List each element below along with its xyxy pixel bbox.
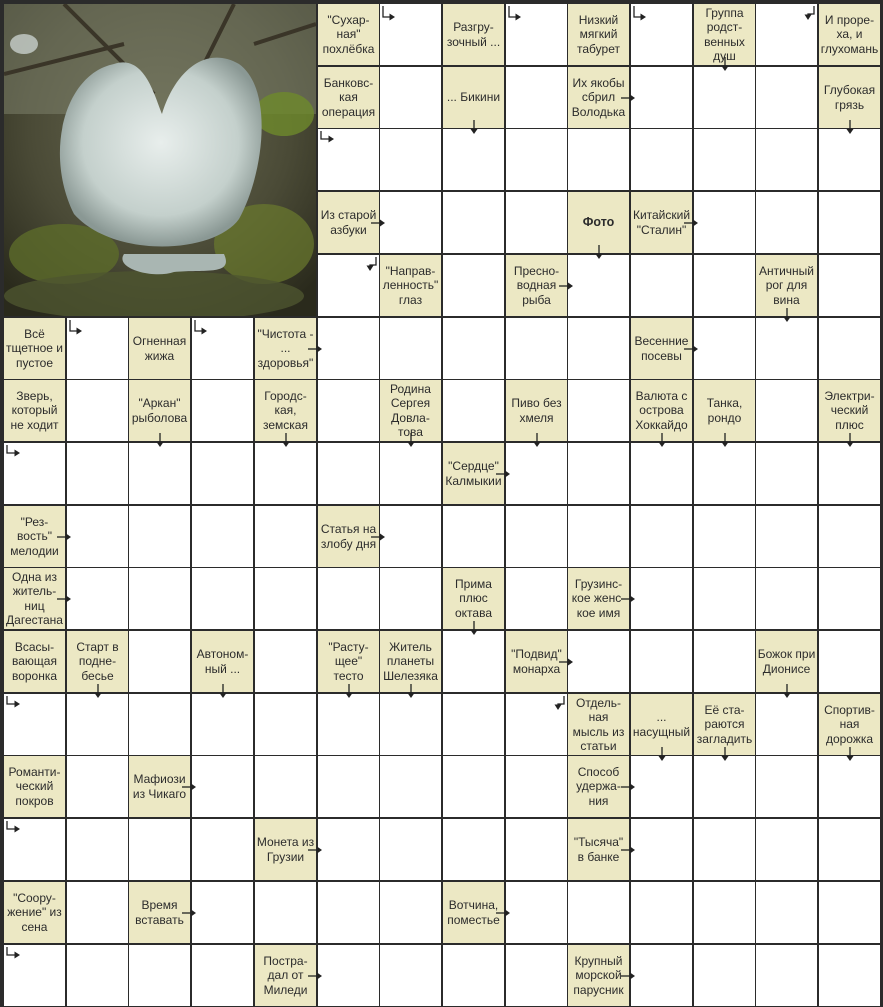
answer-cell[interactable] [255,506,316,567]
answer-cell[interactable] [506,67,567,128]
answer-cell[interactable] [756,380,817,441]
answer-cell[interactable] [443,192,504,253]
answer-cell[interactable] [694,129,755,190]
answer-cell[interactable] [694,945,755,1006]
answer-cell[interactable] [631,945,692,1006]
direction-arrow-icon [193,319,209,335]
answer-cell[interactable] [756,694,817,755]
answer-cell[interactable] [380,819,441,880]
answer-cell[interactable] [568,318,629,379]
clue-cell: Фото [568,192,629,253]
answer-cell[interactable] [380,443,441,504]
clue-cell: Их якобы сбрил Володька [568,67,629,128]
clue-cell: Низкий мягкий табурет [568,4,629,65]
answer-cell[interactable] [631,443,692,504]
direction-arrow-icon [717,56,733,72]
answer-cell[interactable] [756,67,817,128]
answer-cell[interactable] [756,756,817,817]
answer-cell[interactable] [506,882,567,943]
direction-arrow-icon [842,432,858,448]
clue-cell: Вотчина, поместье [443,882,504,943]
clue-cell: Китайский "Сталин" [631,192,692,253]
answer-cell[interactable] [443,819,504,880]
direction-arrow-icon [307,968,323,984]
direction-arrow-icon [654,432,670,448]
answer-cell[interactable] [67,756,128,817]
answer-cell[interactable] [819,631,880,692]
clue-cell: "Сухар- ная" похлёбка [318,4,379,65]
direction-arrow-icon [5,946,21,962]
direction-arrow-icon [620,779,636,795]
direction-arrow-icon [381,5,397,21]
answer-cell[interactable] [380,129,441,190]
direction-arrow-icon [591,244,607,260]
answer-cell[interactable] [67,694,128,755]
answer-cell[interactable] [380,694,441,755]
answer-cell[interactable] [67,882,128,943]
answer-cell[interactable] [67,945,128,1006]
answer-cell[interactable] [631,255,692,316]
answer-cell[interactable] [67,443,128,504]
answer-cell[interactable] [129,694,190,755]
answer-cell[interactable] [192,380,253,441]
direction-arrow-icon [683,341,699,357]
clue-cell: Автоном- ный ... [192,631,253,692]
direction-arrow-icon [56,529,72,545]
direction-arrow-icon [307,341,323,357]
direction-arrow-icon [215,683,231,699]
answer-cell[interactable] [756,882,817,943]
direction-arrow-icon [620,591,636,607]
answer-cell[interactable] [568,255,629,316]
answer-cell[interactable] [694,819,755,880]
direction-arrow-icon [403,683,419,699]
clue-cell: "Расту- щее" тесто [318,631,379,692]
answer-cell[interactable] [631,67,692,128]
clue-cell: И проре- ха, и глухомань [819,4,880,65]
answer-cell[interactable] [568,882,629,943]
answer-cell[interactable] [192,694,253,755]
answer-cell[interactable] [129,819,190,880]
answer-cell[interactable] [129,631,190,692]
answer-cell[interactable] [129,568,190,629]
clue-cell: Постра- дал от Миледи [255,945,316,1006]
direction-arrow-icon [370,529,386,545]
answer-cell[interactable] [631,631,692,692]
clue-cell: Статья на злобу дня [318,506,379,567]
answer-cell[interactable] [67,819,128,880]
clue-cell: Отдель- ная мысль из статьи [568,694,629,755]
answer-cell[interactable] [631,882,692,943]
answer-cell[interactable] [192,819,253,880]
answer-cell[interactable] [380,568,441,629]
answer-cell[interactable] [380,192,441,253]
answer-cell[interactable] [192,506,253,567]
direction-arrow-icon [319,130,335,146]
clue-cell: Всё тщетное и пустое [4,318,65,379]
clue-cell: Монета из Грузии [255,819,316,880]
clue-cell: "Рез- вость" мелодии [4,506,65,567]
answer-cell[interactable] [756,568,817,629]
answer-cell[interactable] [318,945,379,1006]
direction-arrow-icon [307,842,323,858]
clue-cell: Пиво без хмеля [506,380,567,441]
direction-arrow-icon [341,683,357,699]
direction-arrow-icon [278,432,294,448]
answer-cell[interactable] [443,945,504,1006]
clue-cell: Божок при Дионисе [756,631,817,692]
answer-cell[interactable] [506,819,567,880]
direction-arrow-icon [779,683,795,699]
clue-cell: Мафиози из Чикаго [129,756,190,817]
answer-cell[interactable] [568,631,629,692]
answer-cell[interactable] [506,756,567,817]
clue-cell: Крупный морской парусник [568,945,629,1006]
clue-cell: Группа родст- венных душ [694,4,755,65]
answer-cell[interactable] [318,756,379,817]
answer-cell[interactable] [443,129,504,190]
answer-cell[interactable] [568,443,629,504]
answer-cell[interactable] [380,756,441,817]
answer-cell[interactable] [67,506,128,567]
direction-arrow-icon [717,432,733,448]
clue-cell: Глубокая грязь [819,67,880,128]
answer-cell[interactable] [819,568,880,629]
answer-cell[interactable] [380,945,441,1006]
direction-arrow-icon [495,466,511,482]
answer-cell[interactable] [318,694,379,755]
answer-cell[interactable] [318,568,379,629]
clue-cell: Электри- ческий плюс [819,380,880,441]
clue-cell: Пресно- водная рыба [506,255,567,316]
answer-cell[interactable] [192,945,253,1006]
clue-cell: "Чистота - ... здоровья" [255,318,316,379]
answer-cell[interactable] [819,129,880,190]
answer-cell[interactable] [192,882,253,943]
clue-cell: Из старой азбуки [318,192,379,253]
direction-arrow-icon [558,278,574,294]
clue-cell: ... Бикини [443,67,504,128]
answer-cell[interactable] [443,694,504,755]
clue-cell: Весенние посевы [631,318,692,379]
answer-cell[interactable] [443,506,504,567]
clue-cell: Танка, рондо [694,380,755,441]
answer-cell[interactable] [756,192,817,253]
answer-cell[interactable] [318,882,379,943]
answer-cell[interactable] [443,380,504,441]
answer-cell[interactable] [506,945,567,1006]
answer-cell[interactable] [694,255,755,316]
direction-arrow-icon [152,432,168,448]
clue-cell: ... насущный [631,694,692,755]
answer-cell[interactable] [506,318,567,379]
answer-cell[interactable] [506,129,567,190]
answer-cell[interactable] [443,756,504,817]
answer-cell[interactable] [631,756,692,817]
direction-arrow-icon [68,319,84,335]
answer-cell[interactable] [694,506,755,567]
answer-cell[interactable] [67,380,128,441]
direction-arrow-icon [800,5,816,21]
clue-cell: Прима плюс октава [443,568,504,629]
answer-cell[interactable] [380,506,441,567]
answer-cell[interactable] [819,506,880,567]
clue-cell: "Аркан" рыболова [129,380,190,441]
answer-cell[interactable] [67,568,128,629]
answer-cell[interactable] [443,318,504,379]
answer-cell[interactable] [129,506,190,567]
direction-arrow-icon [842,746,858,762]
clue-cell: "Соору- жение" из сена [4,882,65,943]
answer-cell[interactable] [380,318,441,379]
clue-cell: Её ста- раются загладить [694,694,755,755]
answer-cell[interactable] [255,568,316,629]
answer-cell[interactable] [694,568,755,629]
answer-cell[interactable] [819,192,880,253]
answer-cell[interactable] [631,506,692,567]
direction-arrow-icon [717,746,733,762]
direction-arrow-icon [56,591,72,607]
direction-arrow-icon [683,215,699,231]
direction-arrow-icon [620,90,636,106]
direction-arrow-icon [90,683,106,699]
answer-cell[interactable] [318,380,379,441]
clue-cell: "Подвид" монарха [506,631,567,692]
direction-arrow-icon [466,119,482,135]
clue-cell: "Тысяча" в банке [568,819,629,880]
answer-cell[interactable] [192,756,253,817]
direction-arrow-icon [558,654,574,670]
direction-arrow-icon [632,5,648,21]
direction-arrow-icon [362,256,378,272]
clue-cell: Время вставать [129,882,190,943]
answer-cell[interactable] [694,443,755,504]
answer-cell[interactable] [756,443,817,504]
clue-cell: Античный рог для вина [756,255,817,316]
answer-cell[interactable] [380,882,441,943]
direction-arrow-icon [181,779,197,795]
answer-cell[interactable] [694,67,755,128]
answer-cell[interactable] [506,192,567,253]
clue-cell: Грузинс- кое женс- кое имя [568,568,629,629]
answer-cell[interactable] [255,443,316,504]
answer-cell[interactable] [694,192,755,253]
lichen-photo [4,4,316,316]
answer-cell[interactable] [756,945,817,1006]
clue-cell: "Направ- ленность" глаз [380,255,441,316]
clue-cell: Зверь, который не ходит [4,380,65,441]
answer-cell[interactable] [318,443,379,504]
answer-cell[interactable] [819,255,880,316]
direction-arrow-icon [842,119,858,135]
direction-arrow-icon [403,432,419,448]
clue-cell: Спортив- ная дорожка [819,694,880,755]
direction-arrow-icon [5,820,21,836]
answer-cell[interactable] [192,443,253,504]
direction-arrow-icon [529,432,545,448]
clue-cell: Разгру- зочный ... [443,4,504,65]
clue-cell: Городс- кая, земская [255,380,316,441]
clue-cell: Огненная жижа [129,318,190,379]
answer-cell[interactable] [506,568,567,629]
clue-cell: Всасы- вающая воронка [4,631,65,692]
direction-arrow-icon [495,905,511,921]
answer-cell[interactable] [631,568,692,629]
answer-cell[interactable] [631,819,692,880]
answer-cell[interactable] [129,443,190,504]
answer-cell[interactable] [506,506,567,567]
answer-cell[interactable] [756,506,817,567]
answer-cell[interactable] [192,568,253,629]
answer-cell[interactable] [819,882,880,943]
direction-arrow-icon [654,746,670,762]
direction-arrow-icon [507,5,523,21]
clue-cell: Романти- ческий покров [4,756,65,817]
answer-cell[interactable] [506,443,567,504]
direction-arrow-icon [181,905,197,921]
answer-cell[interactable] [819,945,880,1006]
answer-cell[interactable] [694,756,755,817]
answer-cell[interactable] [443,631,504,692]
direction-arrow-icon [5,695,21,711]
answer-cell[interactable] [756,129,817,190]
answer-cell[interactable] [568,380,629,441]
answer-cell[interactable] [380,67,441,128]
direction-arrow-icon [779,307,795,323]
answer-cell[interactable] [568,506,629,567]
direction-arrow-icon [550,695,566,711]
answer-cell[interactable] [819,318,880,379]
direction-arrow-icon [370,215,386,231]
answer-cell[interactable] [694,631,755,692]
clue-cell: Одна из житель- ниц Дагестана [4,568,65,629]
answer-cell[interactable] [318,819,379,880]
answer-cell[interactable] [255,694,316,755]
clue-cell: Валюта с острова Хоккайдо [631,380,692,441]
answer-cell[interactable] [255,882,316,943]
answer-cell[interactable] [819,756,880,817]
answer-cell[interactable] [819,443,880,504]
answer-cell[interactable] [318,318,379,379]
direction-arrow-icon [5,444,21,460]
answer-cell[interactable] [129,945,190,1006]
answer-cell[interactable] [694,882,755,943]
answer-cell[interactable] [568,129,629,190]
clue-cell: Родина Сергея Довла- това [380,380,441,441]
direction-arrow-icon [620,968,636,984]
direction-arrow-icon [620,842,636,858]
answer-cell[interactable] [255,756,316,817]
answer-cell[interactable] [255,631,316,692]
answer-cell[interactable] [756,819,817,880]
answer-cell[interactable] [694,318,755,379]
clue-cell: Банковс- кая операция [318,67,379,128]
clue-cell: Способ удержа- ния [568,756,629,817]
answer-cell[interactable] [756,318,817,379]
answer-cell[interactable] [631,129,692,190]
clue-cell: Житель планеты Шелезяка [380,631,441,692]
clue-cell: "Сердце" Калмыкии [443,443,504,504]
direction-arrow-icon [466,620,482,636]
answer-cell[interactable] [443,255,504,316]
answer-cell[interactable] [819,819,880,880]
clue-cell: Старт в подне- бесье [67,631,128,692]
